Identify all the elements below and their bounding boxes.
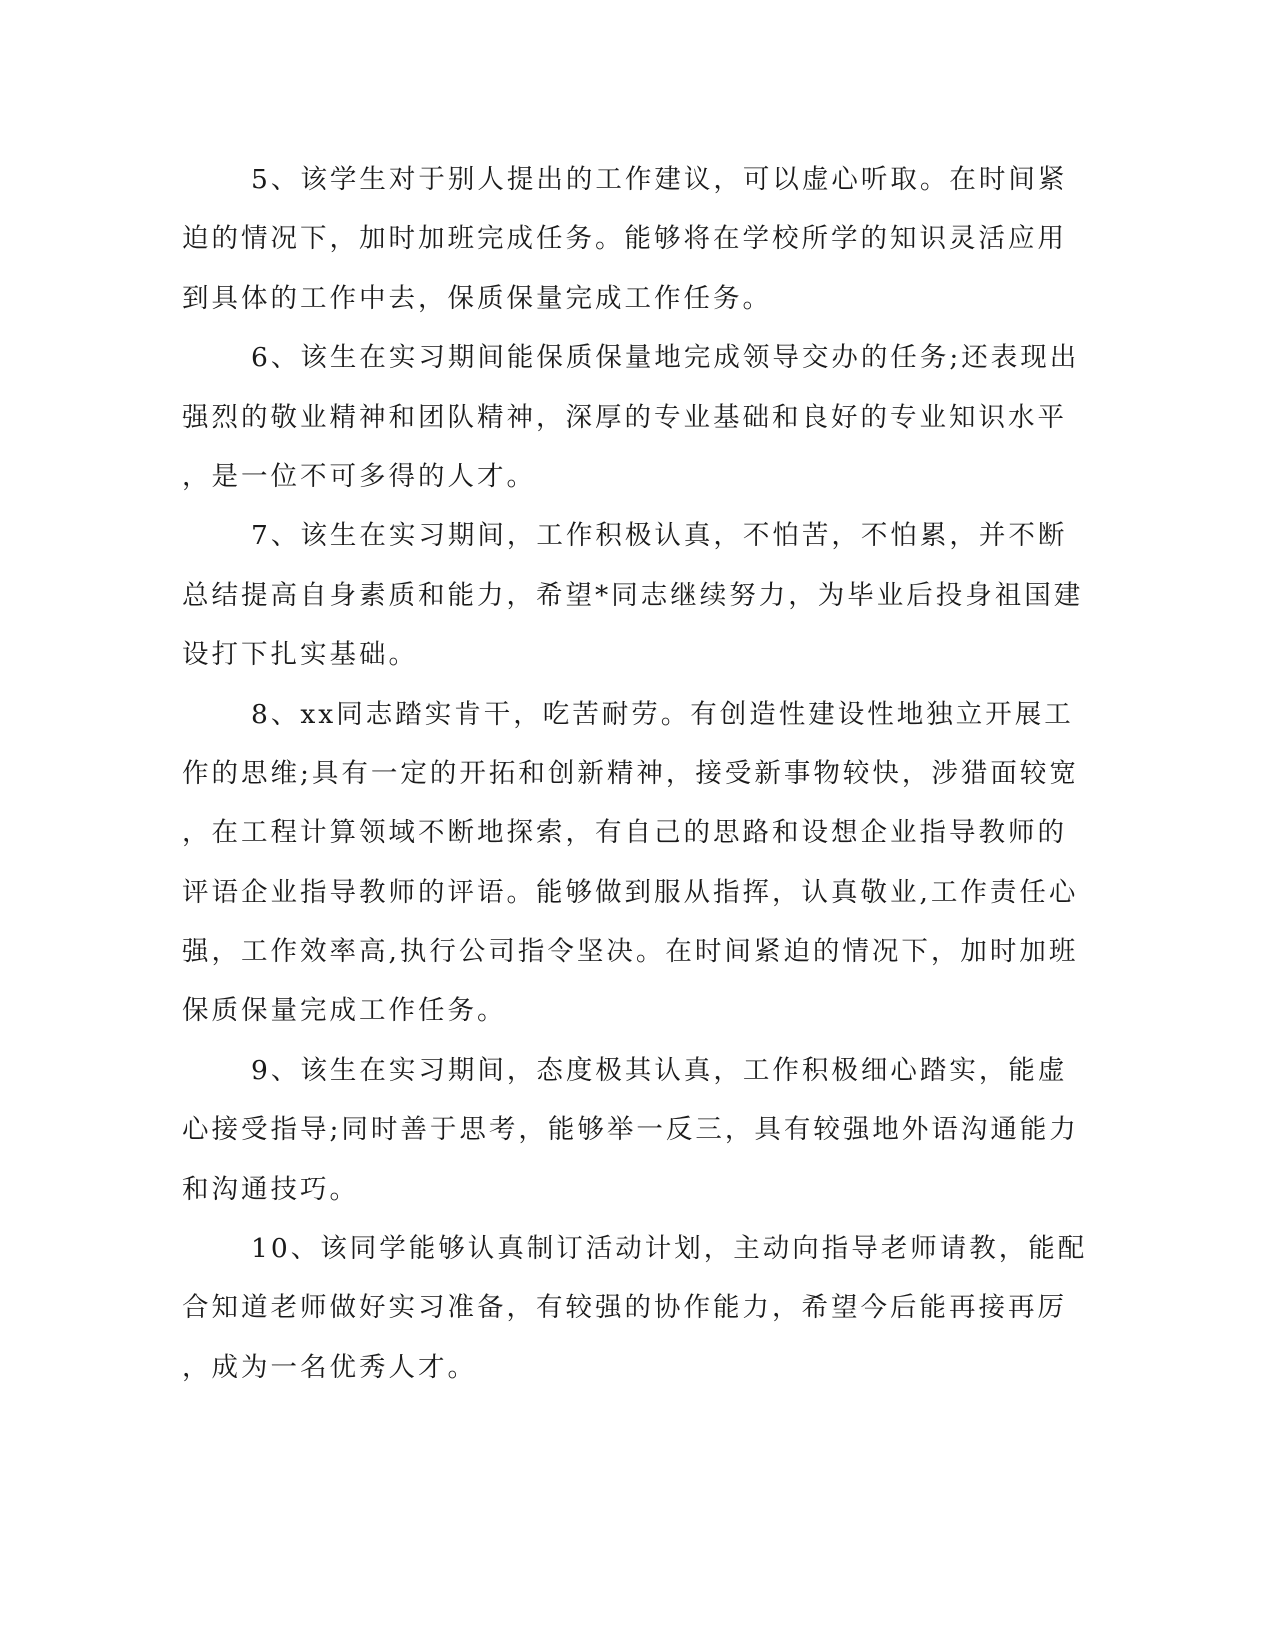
paragraph-line: 设打下扎实基础。	[182, 639, 418, 671]
paragraph-line: 保质保量完成工作任务。	[182, 995, 507, 1027]
paragraph-line: 心接受指导;同时善于思考，能够举一反三，具有较强地外语沟通能力	[182, 1114, 1079, 1146]
paragraph-5	[182, 150, 1068, 328]
paragraph-10	[182, 1219, 1088, 1397]
paragraph-line: 作的思维;具有一定的开拓和创新精神，接受新事物较快，涉猎面较宽	[182, 757, 1079, 789]
paragraph-line: 5、该学生对于别人提出的工作建议，可以虚心听取。在时间紧	[251, 164, 1068, 195]
paragraph-line: 8、xx同志踏实肯干，吃苦耐劳。有创造性建设性地独立开展工	[251, 698, 1074, 730]
paragraph-line: 评语企业指导教师的评语。能够做到服从指挥，认真敬业,工作责任心	[182, 876, 1079, 908]
paragraph-line: 强，工作效率高,执行公司指令坚决。在时间紧迫的情况下，加时加班	[182, 936, 1079, 968]
document-body	[182, 150, 1088, 1397]
paragraph-line: 和沟通技巧。	[182, 1173, 359, 1205]
paragraph-line: 7、该生在实习期间，工作积极认真，不怕苦，不怕累，并不断	[251, 520, 1068, 552]
paragraph-9	[182, 1041, 1079, 1219]
paragraph-7	[182, 506, 1084, 684]
paragraph-8	[182, 685, 1079, 1041]
paragraph-line: 合知道老师做好实习准备，有较强的协作能力，希望今后能再接再厉	[182, 1292, 1067, 1324]
paragraph-line: ，成为一名优秀人才。	[182, 1351, 477, 1383]
paragraph-line: 总结提高自身素质和能力，希望*同志继续努力，为毕业后投身祖国建	[182, 579, 1084, 611]
paragraph-line: 9、该生在实习期间，态度极其认真，工作积极细心踏实，能虚	[251, 1054, 1068, 1086]
paragraph-line: ，是一位不可多得的人才。	[182, 460, 536, 492]
paragraph-line: 迫的情况下，加时加班完成任务。能够将在学校所学的知识灵活应用	[182, 223, 1067, 255]
paragraph-line: 到具体的工作中去，保质保量完成工作任务。	[182, 282, 772, 314]
paragraph-line: ，在工程计算领域不断地探索，有自己的思路和设想企业指导教师的	[182, 817, 1067, 849]
paragraph-6	[182, 328, 1080, 506]
paragraph-line: 10、该同学能够认真制订活动计划，主动向指导老师请教，能配	[251, 1233, 1088, 1265]
paragraph-line: 强烈的敬业精神和团队精神，深厚的专业基础和良好的专业知识水平	[182, 401, 1067, 433]
paragraph-line: 6、该生在实习期间能保质保量地完成领导交办的任务;还表现出	[251, 342, 1080, 374]
